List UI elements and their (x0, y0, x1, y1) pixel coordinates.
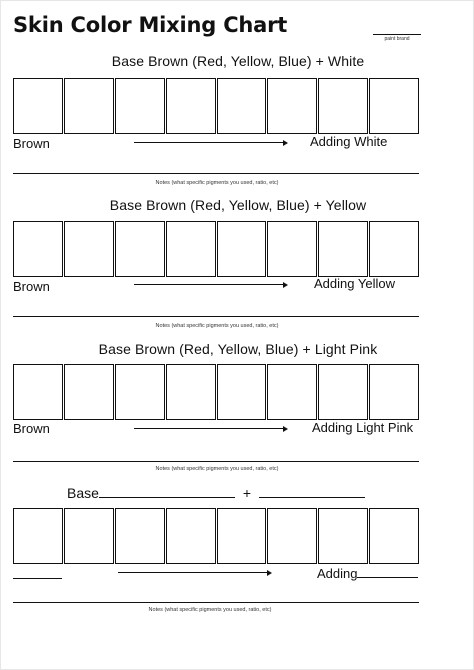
custom-end-label (317, 565, 418, 581)
section-2-notes-label: Notes (what specific pigments you used, ratio, etc) (155, 323, 279, 329)
custom-end-label-text: Adding (317, 566, 358, 581)
custom-base-label: Base (67, 485, 99, 501)
swatch[interactable] (267, 508, 317, 564)
swatch[interactable] (166, 78, 216, 134)
swatch[interactable] (64, 508, 114, 564)
section-2-swatches (13, 221, 419, 277)
section-3-swatches (13, 364, 419, 420)
swatch[interactable] (64, 364, 114, 420)
swatch[interactable] (13, 508, 63, 564)
paint-brand-label: paint brand (384, 36, 410, 42)
swatch[interactable] (369, 508, 419, 564)
section-1-notes-label: Notes (what specific pigments you used, ratio, etc) (155, 180, 279, 186)
section-3-heading: Base Brown (Red, Yellow, Blue) + Light Pink (98, 341, 378, 357)
section-1-arrow (134, 142, 284, 144)
swatch[interactable] (13, 78, 63, 134)
swatch[interactable] (166, 221, 216, 277)
section-1-swatches (13, 78, 419, 134)
section-2-start-label: Brown (13, 279, 50, 294)
swatch[interactable] (318, 364, 368, 420)
swatch[interactable] (217, 508, 267, 564)
paint-brand-line[interactable] (373, 34, 421, 35)
section-2-arrow (134, 284, 284, 286)
section-3-start-label: Brown (13, 421, 50, 436)
swatch[interactable] (166, 508, 216, 564)
swatch[interactable] (217, 364, 267, 420)
section-3-arrow (134, 428, 284, 430)
swatch[interactable] (318, 78, 368, 134)
swatch[interactable] (217, 78, 267, 134)
section-1-start-label: Brown (13, 136, 50, 151)
section-2-end-label: Adding Yellow (314, 276, 395, 291)
section-4-notes-line[interactable] (13, 602, 419, 603)
page-title: Skin Color Mixing Chart (13, 13, 288, 37)
swatch[interactable] (13, 364, 63, 420)
section-4-swatches (13, 508, 419, 564)
section-2-heading: Base Brown (Red, Yellow, Blue) + Yellow (109, 197, 367, 213)
swatch[interactable] (267, 364, 317, 420)
custom-end-blank[interactable] (357, 565, 418, 578)
swatch[interactable] (115, 364, 165, 420)
custom-plus-sign: + (242, 485, 251, 501)
swatch[interactable] (318, 221, 368, 277)
section-3-end-label: Adding Light Pink (312, 420, 414, 435)
swatch[interactable] (217, 221, 267, 277)
custom-addition-blank[interactable] (259, 485, 365, 498)
swatch[interactable] (115, 221, 165, 277)
swatch[interactable] (13, 221, 63, 277)
swatch[interactable] (64, 221, 114, 277)
swatch[interactable] (267, 221, 317, 277)
section-4-arrow (118, 572, 268, 574)
section-3-notes-label: Notes (what specific pigments you used, ratio, etc) (155, 466, 279, 472)
swatch[interactable] (318, 508, 368, 564)
swatch[interactable] (267, 78, 317, 134)
swatch[interactable] (166, 364, 216, 420)
swatch[interactable] (369, 221, 419, 277)
swatch[interactable] (369, 78, 419, 134)
custom-base-blank[interactable] (99, 485, 235, 498)
section-1-end-label: Adding White (310, 134, 388, 149)
swatch[interactable] (115, 508, 165, 564)
swatch[interactable] (64, 78, 114, 134)
section-2-notes-line[interactable] (13, 316, 419, 317)
swatch[interactable] (115, 78, 165, 134)
swatch[interactable] (369, 364, 419, 420)
section-1-heading: Base Brown (Red, Yellow, Blue) + White (111, 53, 365, 69)
custom-start-blank[interactable] (13, 578, 62, 579)
section-1-notes-line[interactable] (13, 173, 419, 174)
custom-section-heading (67, 485, 365, 501)
section-3-notes-line[interactable] (13, 461, 419, 462)
section-4-notes-label: Notes (what specific pigments you used, ratio, etc) (148, 607, 272, 613)
